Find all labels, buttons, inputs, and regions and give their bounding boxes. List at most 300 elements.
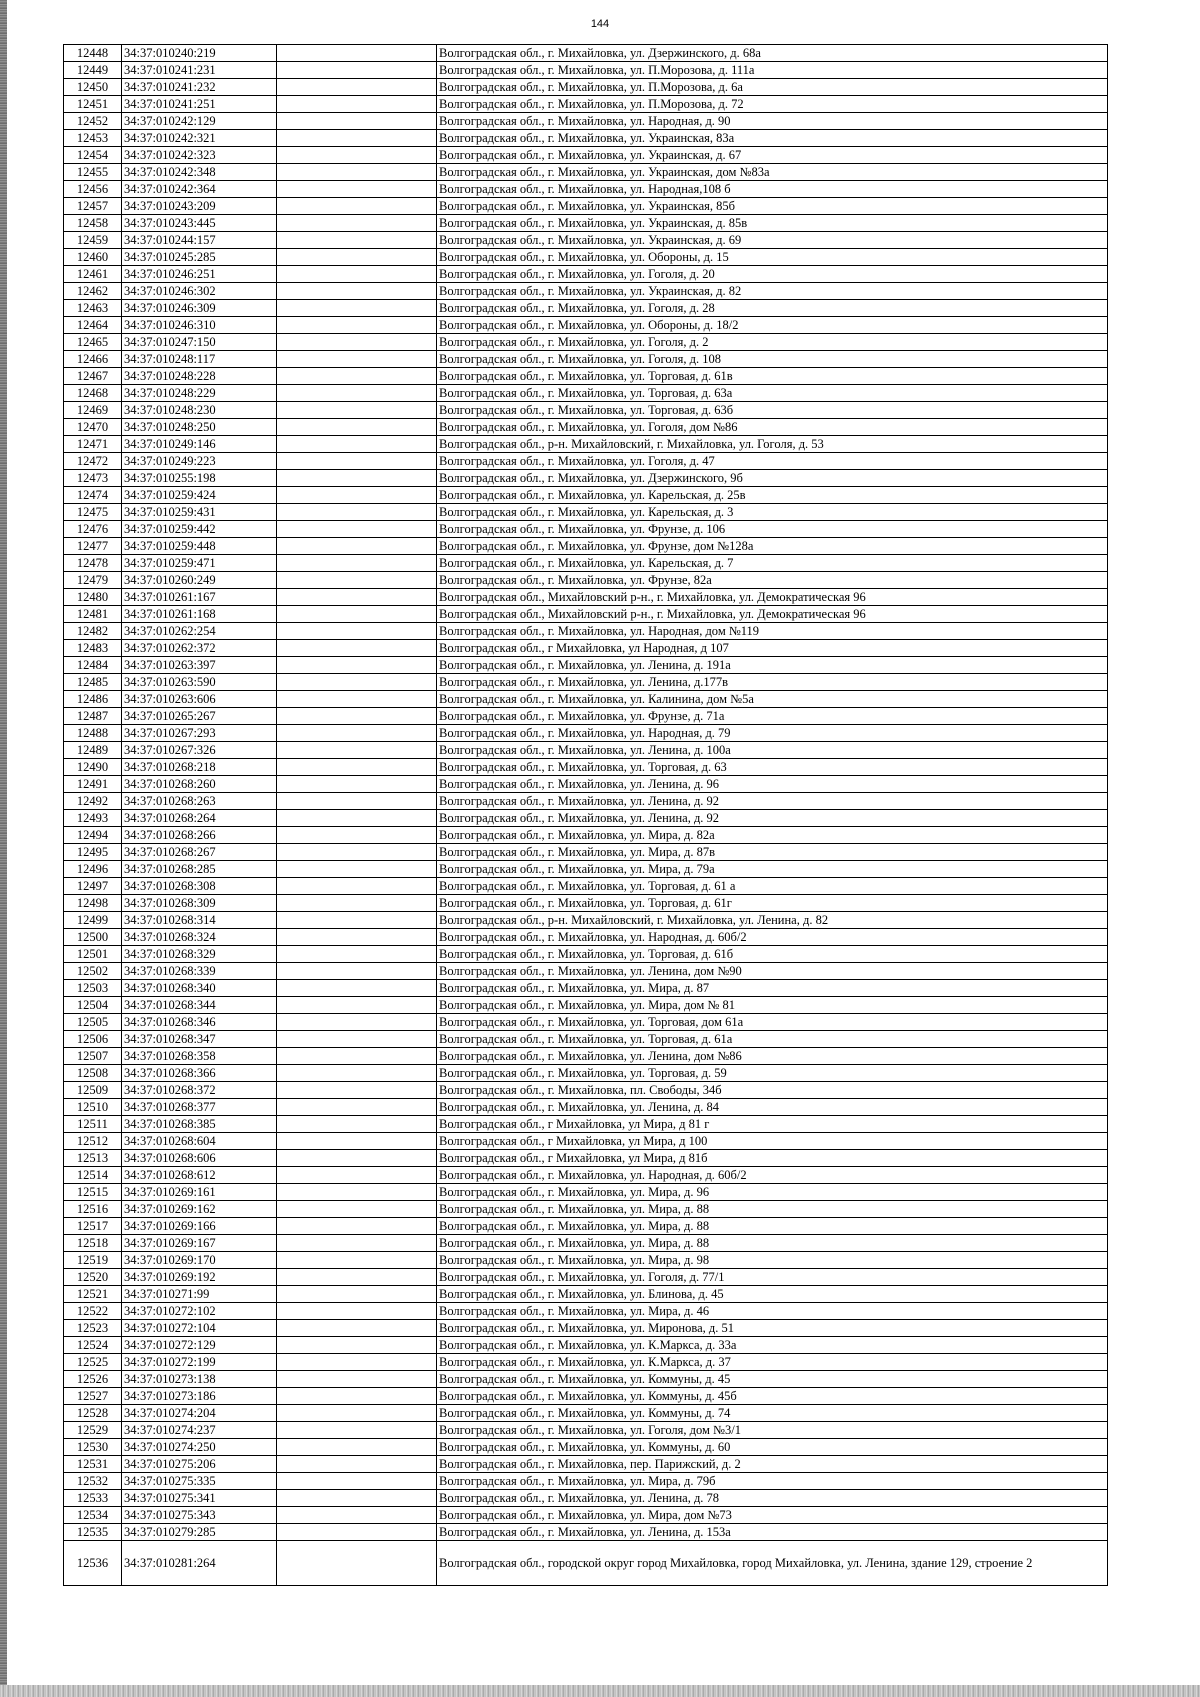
address-cell: Волгоградская обл., г. Михайловка, ул. Ленина, д. 153а xyxy=(437,1524,1108,1541)
table-row xyxy=(64,1031,1108,1048)
cadastral-number-cell: 34:37:010269:161 xyxy=(122,1184,277,1201)
empty-cell xyxy=(277,1048,437,1065)
cadastral-number-cell: 34:37:010272:129 xyxy=(122,1337,277,1354)
address-cell: Волгоградская обл., г. Михайловка, ул. Украинская, д. 82 xyxy=(437,283,1108,300)
cadastral-number-cell: 34:37:010268:346 xyxy=(122,1014,277,1031)
row-number-cell: 12512 xyxy=(64,1133,122,1150)
row-number-cell: 12456 xyxy=(64,181,122,198)
table-row xyxy=(64,1456,1108,1473)
registry-table xyxy=(63,44,1108,1586)
empty-cell xyxy=(277,79,437,96)
cadastral-number-cell: 34:37:010265:267 xyxy=(122,708,277,725)
empty-cell xyxy=(277,164,437,181)
address-cell: Волгоградская обл., г. Михайловка, ул. Коммуны, д. 74 xyxy=(437,1405,1108,1422)
table-row xyxy=(64,1473,1108,1490)
cadastral-number-cell: 34:37:010281:264 xyxy=(122,1541,277,1586)
table-row xyxy=(64,640,1108,657)
address-cell: Волгоградская обл., г. Михайловка, ул. Карельская, д. 3 xyxy=(437,504,1108,521)
row-number-cell: 12455 xyxy=(64,164,122,181)
row-number-cell: 12520 xyxy=(64,1269,122,1286)
row-number-cell: 12452 xyxy=(64,113,122,130)
table-row xyxy=(64,1541,1108,1586)
cadastral-number-cell: 34:37:010259:442 xyxy=(122,521,277,538)
table-row xyxy=(64,487,1108,504)
address-cell: Волгоградская обл., г. Михайловка, ул. Мира, дом № 81 xyxy=(437,997,1108,1014)
row-number-cell: 12513 xyxy=(64,1150,122,1167)
table-row xyxy=(64,1014,1108,1031)
table-row xyxy=(64,861,1108,878)
row-number-cell: 12492 xyxy=(64,793,122,810)
empty-cell xyxy=(277,1524,437,1541)
row-number-cell: 12505 xyxy=(64,1014,122,1031)
empty-cell xyxy=(277,1422,437,1439)
empty-cell xyxy=(277,1490,437,1507)
table-row xyxy=(64,1235,1108,1252)
address-cell: Волгоградская обл., Михайловский р-н., г. Михайловка, ул. Демократическая 96 xyxy=(437,606,1108,623)
empty-cell xyxy=(277,878,437,895)
row-number-cell: 12491 xyxy=(64,776,122,793)
cadastral-number-cell: 34:37:010268:344 xyxy=(122,997,277,1014)
address-cell: Волгоградская обл., г. Михайловка, ул. Торговая, д. 61 а xyxy=(437,878,1108,895)
row-number-cell: 12509 xyxy=(64,1082,122,1099)
row-number-cell: 12461 xyxy=(64,266,122,283)
table-row xyxy=(64,878,1108,895)
empty-cell xyxy=(277,1405,437,1422)
table-row xyxy=(64,470,1108,487)
table-row xyxy=(64,385,1108,402)
cadastral-number-cell: 34:37:010260:249 xyxy=(122,572,277,589)
table-row xyxy=(64,334,1108,351)
table-row xyxy=(64,198,1108,215)
cadastral-number-cell: 34:37:010268:606 xyxy=(122,1150,277,1167)
address-cell: Волгоградская обл., г. Михайловка, ул. Мира, д. 79а xyxy=(437,861,1108,878)
row-number-cell: 12517 xyxy=(64,1218,122,1235)
empty-cell xyxy=(277,827,437,844)
row-number-cell: 12457 xyxy=(64,198,122,215)
empty-cell xyxy=(277,215,437,232)
address-cell: Волгоградская обл., г. Михайловка, ул. Народная, д. 60б/2 xyxy=(437,1167,1108,1184)
empty-cell xyxy=(277,606,437,623)
cadastral-number-cell: 34:37:010268:266 xyxy=(122,827,277,844)
address-cell: Волгоградская обл., г. Михайловка, ул. Ленина, дом №86 xyxy=(437,1048,1108,1065)
cadastral-number-cell: 34:37:010268:264 xyxy=(122,810,277,827)
cadastral-number-cell: 34:37:010246:302 xyxy=(122,283,277,300)
cadastral-number-cell: 34:37:010242:323 xyxy=(122,147,277,164)
empty-cell xyxy=(277,453,437,470)
table-row xyxy=(64,844,1108,861)
address-cell: Волгоградская обл., г. Михайловка, ул. Торговая, д. 63б xyxy=(437,402,1108,419)
address-cell: Волгоградская обл., г. Михайловка, ул. Гоголя, д. 108 xyxy=(437,351,1108,368)
empty-cell xyxy=(277,334,437,351)
cadastral-number-cell: 34:37:010241:251 xyxy=(122,96,277,113)
table-row xyxy=(64,555,1108,572)
empty-cell xyxy=(277,181,437,198)
address-cell: Волгоградская обл., г. Михайловка, ул. Коммуны, д. 45 xyxy=(437,1371,1108,1388)
empty-cell xyxy=(277,1286,437,1303)
empty-cell xyxy=(277,130,437,147)
table-row xyxy=(64,1405,1108,1422)
address-cell: Волгоградская обл., г. Михайловка, ул. Народная, д. 90 xyxy=(437,113,1108,130)
empty-cell xyxy=(277,1541,437,1586)
address-cell: Волгоградская обл., городской округ город Михайловка, город Михайловка, ул. Ленина, здание 129, строение 2 xyxy=(437,1541,1108,1586)
table-row xyxy=(64,368,1108,385)
cadastral-number-cell: 34:37:010268:372 xyxy=(122,1082,277,1099)
address-cell: Волгоградская обл., г. Михайловка, ул. Коммуны, д. 45б xyxy=(437,1388,1108,1405)
address-cell: Волгоградская обл., г. Михайловка, ул. П.Морозова, д. 72 xyxy=(437,96,1108,113)
row-number-cell: 12523 xyxy=(64,1320,122,1337)
cadastral-number-cell: 34:37:010246:309 xyxy=(122,300,277,317)
table-row xyxy=(64,895,1108,912)
table-row xyxy=(64,606,1108,623)
empty-cell xyxy=(277,487,437,504)
table-row xyxy=(64,79,1108,96)
cadastral-number-cell: 34:37:010272:102 xyxy=(122,1303,277,1320)
empty-cell xyxy=(277,708,437,725)
row-number-cell: 12519 xyxy=(64,1252,122,1269)
empty-cell xyxy=(277,1354,437,1371)
address-cell: Волгоградская обл., г. Михайловка, пер. Парижский, д. 2 xyxy=(437,1456,1108,1473)
address-cell: Волгоградская обл., г. Михайловка, ул. Ленина, д. 191а xyxy=(437,657,1108,674)
empty-cell xyxy=(277,1303,437,1320)
empty-cell xyxy=(277,1082,437,1099)
row-number-cell: 12469 xyxy=(64,402,122,419)
address-cell: Волгоградская обл., г. Михайловка, ул. Украинская, д. 67 xyxy=(437,147,1108,164)
address-cell: Волгоградская обл., г. Михайловка, ул. Фрунзе, д. 71а xyxy=(437,708,1108,725)
cadastral-number-cell: 34:37:010268:339 xyxy=(122,963,277,980)
table-row xyxy=(64,1218,1108,1235)
address-cell: Волгоградская обл., г. Михайловка, ул. Ленина, д.177в xyxy=(437,674,1108,691)
address-cell: Волгоградская обл., г. Михайловка, ул. Торговая, дом 61а xyxy=(437,1014,1108,1031)
empty-cell xyxy=(277,1456,437,1473)
address-cell: Волгоградская обл., г. Михайловка, ул. Ленина, д. 84 xyxy=(437,1099,1108,1116)
table-row xyxy=(64,1201,1108,1218)
row-number-cell: 12507 xyxy=(64,1048,122,1065)
empty-cell xyxy=(277,1201,437,1218)
table-row xyxy=(64,283,1108,300)
cadastral-number-cell: 34:37:010268:329 xyxy=(122,946,277,963)
cadastral-number-cell: 34:37:010243:209 xyxy=(122,198,277,215)
empty-cell xyxy=(277,538,437,555)
cadastral-number-cell: 34:37:010268:377 xyxy=(122,1099,277,1116)
row-number-cell: 12493 xyxy=(64,810,122,827)
cadastral-number-cell: 34:37:010242:129 xyxy=(122,113,277,130)
cadastral-number-cell: 34:37:010273:138 xyxy=(122,1371,277,1388)
row-number-cell: 12468 xyxy=(64,385,122,402)
table-row xyxy=(64,1354,1108,1371)
cadastral-number-cell: 34:37:010249:223 xyxy=(122,453,277,470)
empty-cell xyxy=(277,1065,437,1082)
row-number-cell: 12460 xyxy=(64,249,122,266)
cadastral-number-cell: 34:37:010268:308 xyxy=(122,878,277,895)
address-cell: Волгоградская обл., г. Михайловка, ул. Гоголя, д. 2 xyxy=(437,334,1108,351)
address-cell: Волгоградская обл., г. Михайловка, ул. К.Маркса, д. 37 xyxy=(437,1354,1108,1371)
address-cell: Волгоградская обл., г. Михайловка, ул. Торговая, д. 61г xyxy=(437,895,1108,912)
row-number-cell: 12522 xyxy=(64,1303,122,1320)
empty-cell xyxy=(277,283,437,300)
table-row xyxy=(64,572,1108,589)
cadastral-number-cell: 34:37:010248:117 xyxy=(122,351,277,368)
address-cell: Волгоградская обл., г. Михайловка, ул. Мира, д. 98 xyxy=(437,1252,1108,1269)
row-number-cell: 12466 xyxy=(64,351,122,368)
cadastral-number-cell: 34:37:010272:199 xyxy=(122,1354,277,1371)
row-number-cell: 12463 xyxy=(64,300,122,317)
row-number-cell: 12454 xyxy=(64,147,122,164)
cadastral-number-cell: 34:37:010275:341 xyxy=(122,1490,277,1507)
row-number-cell: 12514 xyxy=(64,1167,122,1184)
cadastral-number-cell: 34:37:010241:231 xyxy=(122,62,277,79)
address-cell: Волгоградская обл., г. Михайловка, ул. Карельская, д. 25в xyxy=(437,487,1108,504)
scan-edge-left xyxy=(0,0,7,1697)
address-cell: Волгоградская обл., г. Михайловка, ул. П.Морозова, д. 6а xyxy=(437,79,1108,96)
row-number-cell: 12486 xyxy=(64,691,122,708)
cadastral-number-cell: 34:37:010268:347 xyxy=(122,1031,277,1048)
table-row xyxy=(64,249,1108,266)
row-number-cell: 12526 xyxy=(64,1371,122,1388)
address-cell: Волгоградская обл., г. Михайловка, ул. Мира, д. 46 xyxy=(437,1303,1108,1320)
table-row xyxy=(64,1337,1108,1354)
table-row xyxy=(64,1507,1108,1524)
row-number-cell: 12503 xyxy=(64,980,122,997)
address-cell: Волгоградская обл., г. Михайловка, ул. Мира, д. 79б xyxy=(437,1473,1108,1490)
table-row xyxy=(64,402,1108,419)
cadastral-number-cell: 34:37:010273:186 xyxy=(122,1388,277,1405)
row-number-cell: 12471 xyxy=(64,436,122,453)
address-cell: Волгоградская обл., г. Михайловка, ул. К.Маркса, д. 33а xyxy=(437,1337,1108,1354)
cadastral-number-cell: 34:37:010255:198 xyxy=(122,470,277,487)
empty-cell xyxy=(277,1320,437,1337)
table-row xyxy=(64,1388,1108,1405)
table-row xyxy=(64,793,1108,810)
row-number-cell: 12495 xyxy=(64,844,122,861)
empty-cell xyxy=(277,793,437,810)
cadastral-number-cell: 34:37:010268:267 xyxy=(122,844,277,861)
empty-cell xyxy=(277,623,437,640)
cadastral-number-cell: 34:37:010267:293 xyxy=(122,725,277,742)
table-row xyxy=(64,351,1108,368)
empty-cell xyxy=(277,742,437,759)
cadastral-number-cell: 34:37:010268:263 xyxy=(122,793,277,810)
row-number-cell: 12498 xyxy=(64,895,122,912)
row-number-cell: 12499 xyxy=(64,912,122,929)
cadastral-number-cell: 34:37:010259:448 xyxy=(122,538,277,555)
cadastral-number-cell: 34:37:010248:230 xyxy=(122,402,277,419)
table-row xyxy=(64,181,1108,198)
table-row xyxy=(64,1286,1108,1303)
table-row xyxy=(64,759,1108,776)
cadastral-number-cell: 34:37:010248:250 xyxy=(122,419,277,436)
address-cell: Волгоградская обл., г. Михайловка, ул. Фрунзе, дом №128а xyxy=(437,538,1108,555)
row-number-cell: 12497 xyxy=(64,878,122,895)
address-cell: Волгоградская обл., г Михайловка, ул Мира, д 81б xyxy=(437,1150,1108,1167)
table-row xyxy=(64,419,1108,436)
row-number-cell: 12450 xyxy=(64,79,122,96)
row-number-cell: 12464 xyxy=(64,317,122,334)
row-number-cell: 12465 xyxy=(64,334,122,351)
table-row xyxy=(64,1490,1108,1507)
row-number-cell: 12494 xyxy=(64,827,122,844)
scan-edge-bottom xyxy=(0,1685,1200,1697)
row-number-cell: 12518 xyxy=(64,1235,122,1252)
row-number-cell: 12484 xyxy=(64,657,122,674)
table-row xyxy=(64,147,1108,164)
table-row xyxy=(64,232,1108,249)
cadastral-number-cell: 34:37:010271:99 xyxy=(122,1286,277,1303)
empty-cell xyxy=(277,232,437,249)
row-number-cell: 12474 xyxy=(64,487,122,504)
cadastral-number-cell: 34:37:010268:260 xyxy=(122,776,277,793)
table-row xyxy=(64,45,1108,62)
table-row xyxy=(64,113,1108,130)
address-cell: Волгоградская обл., г. Михайловка, ул. Гоголя, д. 47 xyxy=(437,453,1108,470)
cadastral-number-cell: 34:37:010267:326 xyxy=(122,742,277,759)
table-row xyxy=(64,215,1108,232)
empty-cell xyxy=(277,895,437,912)
empty-cell xyxy=(277,1150,437,1167)
address-cell: Волгоградская обл., г. Михайловка, ул. Украинская, дом №83а xyxy=(437,164,1108,181)
empty-cell xyxy=(277,810,437,827)
cadastral-number-cell: 34:37:010248:229 xyxy=(122,385,277,402)
empty-cell xyxy=(277,317,437,334)
cadastral-number-cell: 34:37:010272:104 xyxy=(122,1320,277,1337)
address-cell: Волгоградская обл., г. Михайловка, ул. Ленина, д. 92 xyxy=(437,810,1108,827)
row-number-cell: 12453 xyxy=(64,130,122,147)
cadastral-number-cell: 34:37:010269:166 xyxy=(122,1218,277,1235)
table-row xyxy=(64,657,1108,674)
address-cell: Волгоградская обл., г. Михайловка, ул. Гоголя, д. 28 xyxy=(437,300,1108,317)
row-number-cell: 12459 xyxy=(64,232,122,249)
address-cell: Волгоградская обл., г. Михайловка, ул. Торговая, д. 61в xyxy=(437,368,1108,385)
row-number-cell: 12530 xyxy=(64,1439,122,1456)
table-row xyxy=(64,725,1108,742)
table-row xyxy=(64,504,1108,521)
row-number-cell: 12472 xyxy=(64,453,122,470)
row-number-cell: 12489 xyxy=(64,742,122,759)
empty-cell xyxy=(277,946,437,963)
row-number-cell: 12525 xyxy=(64,1354,122,1371)
address-cell: Волгоградская обл., г. Михайловка, ул. Обороны, д. 18/2 xyxy=(437,317,1108,334)
empty-cell xyxy=(277,691,437,708)
address-cell: Волгоградская обл., г. Михайловка, ул. Мира, д. 88 xyxy=(437,1235,1108,1252)
table-row xyxy=(64,1320,1108,1337)
address-cell: Волгоградская обл., г. Михайловка, ул. П.Морозова, д. 111а xyxy=(437,62,1108,79)
empty-cell xyxy=(277,1235,437,1252)
empty-cell xyxy=(277,368,437,385)
row-number-cell: 12516 xyxy=(64,1201,122,1218)
cadastral-number-cell: 34:37:010246:251 xyxy=(122,266,277,283)
row-number-cell: 12535 xyxy=(64,1524,122,1541)
cadastral-number-cell: 34:37:010269:170 xyxy=(122,1252,277,1269)
table-row xyxy=(64,776,1108,793)
cadastral-number-cell: 34:37:010248:228 xyxy=(122,368,277,385)
row-number-cell: 12487 xyxy=(64,708,122,725)
row-number-cell: 12481 xyxy=(64,606,122,623)
table-row xyxy=(64,980,1108,997)
row-number-cell: 12478 xyxy=(64,555,122,572)
cadastral-number-cell: 34:37:010275:343 xyxy=(122,1507,277,1524)
address-cell: Волгоградская обл., г. Михайловка, ул. Дзержинского, д. 68а xyxy=(437,45,1108,62)
address-cell: Волгоградская обл., г Михайловка, ул Народная, д 107 xyxy=(437,640,1108,657)
empty-cell xyxy=(277,351,437,368)
cadastral-number-cell: 34:37:010268:218 xyxy=(122,759,277,776)
cadastral-number-cell: 34:37:010244:157 xyxy=(122,232,277,249)
row-number-cell: 12448 xyxy=(64,45,122,62)
empty-cell xyxy=(277,45,437,62)
row-number-cell: 12449 xyxy=(64,62,122,79)
cadastral-number-cell: 34:37:010274:204 xyxy=(122,1405,277,1422)
cadastral-number-cell: 34:37:010268:285 xyxy=(122,861,277,878)
address-cell: Волгоградская обл., г. Михайловка, ул. Украинская, 83а xyxy=(437,130,1108,147)
address-cell: Волгоградская обл., г. Михайловка, ул. Калинина, дом №5а xyxy=(437,691,1108,708)
address-cell: Волгоградская обл., р-н. Михайловский, г. Михайловка, ул. Гоголя, д. 53 xyxy=(437,436,1108,453)
empty-cell xyxy=(277,844,437,861)
address-cell: Волгоградская обл., г. Михайловка, ул. Дзержинского, 9б xyxy=(437,470,1108,487)
empty-cell xyxy=(277,266,437,283)
cadastral-number-cell: 34:37:010259:431 xyxy=(122,504,277,521)
row-number-cell: 12451 xyxy=(64,96,122,113)
address-cell: Волгоградская обл., г. Михайловка, ул. Фрунзе, д. 106 xyxy=(437,521,1108,538)
cadastral-number-cell: 34:37:010274:250 xyxy=(122,1439,277,1456)
table-row xyxy=(64,827,1108,844)
cadastral-number-cell: 34:37:010242:321 xyxy=(122,130,277,147)
empty-cell xyxy=(277,402,437,419)
table-row xyxy=(64,963,1108,980)
cadastral-number-cell: 34:37:010268:340 xyxy=(122,980,277,997)
table-row xyxy=(64,1048,1108,1065)
row-number-cell: 12470 xyxy=(64,419,122,436)
row-number-cell: 12529 xyxy=(64,1422,122,1439)
cadastral-number-cell: 34:37:010268:385 xyxy=(122,1116,277,1133)
cadastral-number-cell: 34:37:010268:358 xyxy=(122,1048,277,1065)
address-cell: Волгоградская обл., г. Михайловка, ул. Народная, д. 79 xyxy=(437,725,1108,742)
address-cell: Волгоградская обл., г. Михайловка, ул. Торговая, д. 63а xyxy=(437,385,1108,402)
address-cell: Волгоградская обл., г. Михайловка, ул. Коммуны, д. 60 xyxy=(437,1439,1108,1456)
cadastral-number-cell: 34:37:010261:168 xyxy=(122,606,277,623)
table-row xyxy=(64,912,1108,929)
cadastral-number-cell: 34:37:010275:206 xyxy=(122,1456,277,1473)
empty-cell xyxy=(277,912,437,929)
table-row xyxy=(64,946,1108,963)
address-cell: Волгоградская обл., г. Михайловка, ул. Народная, д. 60б/2 xyxy=(437,929,1108,946)
cadastral-number-cell: 34:37:010249:146 xyxy=(122,436,277,453)
cadastral-number-cell: 34:37:010242:348 xyxy=(122,164,277,181)
cadastral-number-cell: 34:37:010268:314 xyxy=(122,912,277,929)
table-row xyxy=(64,742,1108,759)
empty-cell xyxy=(277,997,437,1014)
cadastral-number-cell: 34:37:010262:372 xyxy=(122,640,277,657)
address-cell: Волгоградская обл., г. Михайловка, ул. Украинская, 85б xyxy=(437,198,1108,215)
cadastral-number-cell: 34:37:010274:237 xyxy=(122,1422,277,1439)
empty-cell xyxy=(277,929,437,946)
empty-cell xyxy=(277,504,437,521)
cadastral-number-cell: 34:37:010269:192 xyxy=(122,1269,277,1286)
row-number-cell: 12532 xyxy=(64,1473,122,1490)
row-number-cell: 12533 xyxy=(64,1490,122,1507)
empty-cell xyxy=(277,589,437,606)
cadastral-number-cell: 34:37:010279:285 xyxy=(122,1524,277,1541)
empty-cell xyxy=(277,419,437,436)
cadastral-number-cell: 34:37:010247:150 xyxy=(122,334,277,351)
row-number-cell: 12511 xyxy=(64,1116,122,1133)
cadastral-number-cell: 34:37:010263:590 xyxy=(122,674,277,691)
address-cell: Волгоградская обл., г. Михайловка, пл. Свободы, 34б xyxy=(437,1082,1108,1099)
address-cell: Волгоградская обл., р-н. Михайловский, г. Михайловка, ул. Ленина, д. 82 xyxy=(437,912,1108,929)
cadastral-number-cell: 34:37:010246:310 xyxy=(122,317,277,334)
row-number-cell: 12480 xyxy=(64,589,122,606)
table-row xyxy=(64,521,1108,538)
empty-cell xyxy=(277,640,437,657)
cadastral-number-cell: 34:37:010263:397 xyxy=(122,657,277,674)
empty-cell xyxy=(277,657,437,674)
